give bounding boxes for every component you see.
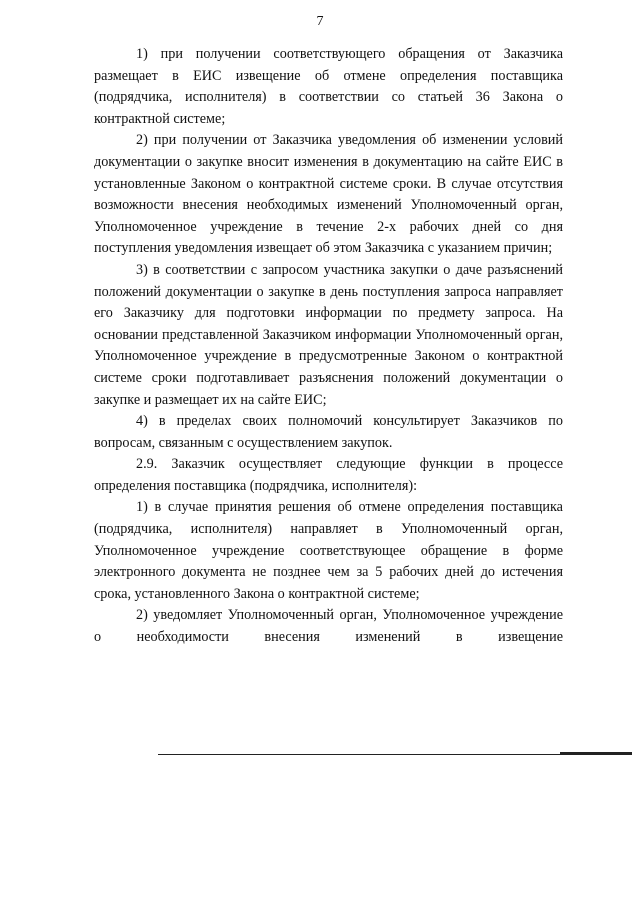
document-body [94,44,563,649]
paragraph-item-1: 1) при получении соответствующего обращения от Заказчика размещает в ЕИС извещение об отмене определения поставщика (подрядчика, исполнителя) в соответствии со статьей 36 Закона о контрактной системе; [94,46,563,127]
footer-divider [158,754,632,755]
footer-divider-thick [560,752,632,754]
paragraph-item-2-9-2: 2) уведомляет Уполномоченный орган, Уполномоченное учреждение о необходимости внесения изменений в извещение [94,607,563,646]
paragraph-item-2: 2) при получении от Заказчика уведомления об изменении условий документации о закупке вносит изменения в документацию на сайте ЕИС в установленные Законом о контрактной системе сроки. В случае отсутствия возможности внесения необходимых изменений Уполномоченный орган, Уполномоченное учреждение в течение 2-х рабочих дней со дня поступления уведомления извещает об этом Заказчика с указанием причин; [94,132,563,257]
paragraph-item-2-9-1: 1) в случае принятия решения об отмене определения поставщика (подрядчика, исполнителя) направляет в Уполномоченный орган, Уполномоченное учреждение соответствующее обращение в форме электронного документа не позднее чем за 5 рабочих дней до истечения срока, установленного Закона о контрактной системе; [94,499,563,602]
section-2-9-heading: 2.9. Заказчик осуществляет следующие функции в процессе определения поставщика (подрядчика, исполнителя): [94,456,563,494]
paragraph-item-4: 4) в пределах своих полномочий консультирует Заказчиков по вопросам, связанным с осуществлением закупок. [94,413,563,451]
paragraph-item-3: 3) в соответствии с запросом участника закупки о даче разъяснений положений документации о закупке в день поступления запроса направляет его Заказчику для подготовки информации по предмету запроса. На основании представленной Заказчиком информации Уполномоченный орган, Уполномоченное учреждение в предусмотренные Законом о контрактной системе сроки подготавливает разъяснения положений документации о закупке и размещает их на сайте ЕИС; [94,261,563,408]
page-number: 7 [316,14,324,29]
